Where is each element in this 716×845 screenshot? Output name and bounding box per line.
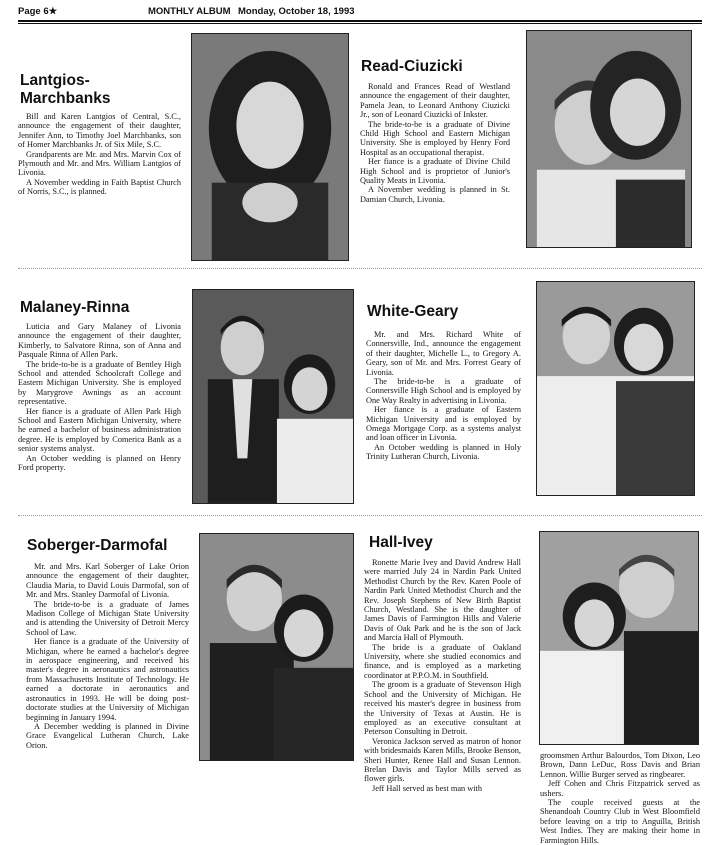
headline-malaney-rinna: Malaney-Rinna xyxy=(20,299,130,316)
paragraph: Her fiance is a graduate of Divine Child High School and is proprietor of Junior's Quality Meats in Livonia. xyxy=(360,157,510,186)
photo-white-geary xyxy=(536,281,695,496)
paragraph: A November wedding in Faith Baptist Church of Norris, S.C., is planned. xyxy=(18,177,181,197)
paragraph: The bride-to-be is a graduate of Connersville High School and is employed by One Way Realty in advertising in Livonia. xyxy=(366,377,521,405)
paragraph: The bride-to-be is a graduate of James Madison College of Michigan State University and is attending the University of Detroit Mercy School of Law. xyxy=(26,599,189,637)
issue-date: Monday, October 18, 1993 xyxy=(238,6,355,17)
portrait-couple-icon xyxy=(193,290,353,503)
page-number: Page 6★ xyxy=(18,6,58,17)
paragraph: Luticia and Gary Malaney of Livonia announce the engagement of their daughter, Kimberly, to Salvatore Rinna, son of Anna and Pasquale Rinna of Allen Park. xyxy=(18,322,181,360)
portrait-couple-icon xyxy=(537,282,694,495)
paragraph: The couple received guests at the Shenandoah Country Club in West Bloomfield before leaving on a trip to Anguilla, British West Indies. They are making their home in Farmington Hills. xyxy=(540,798,700,845)
paragraph: A November wedding is planned in St. Damian Church, Livonia. xyxy=(360,185,510,204)
paragraph: Ronald and Frances Read of Westland announce the engagement of their daughter, Pamela Jean, to Leonard Anthony Ciuzicki Jr., son of Leonard Ciuzicki of Inkster. xyxy=(360,82,510,120)
paragraph: The groom is a graduate of Stevenson High School and the University of Michigan. He received his master's degree in business from the University of Texas at Austin. He is employed as an executive consultant at Peterson Consulting in Detroit. xyxy=(364,680,521,737)
masthead xyxy=(18,6,702,20)
section-name: MONTHLY ALBUM xyxy=(148,6,231,17)
paragraph: groomsmen Arthur Balourdos, Tom Dixon, Leo Brown, Dann LeDuc, Ross Davis and Brian Lennon. Willie Burger served as ringbearer. xyxy=(540,751,700,779)
paragraph: An October wedding is planned in Holy Trinity Lutheran Church, Livonia. xyxy=(366,442,521,462)
paragraph: A December wedding is planned in Divine Grace Evangelical Lutheran Church, Lake Orion. xyxy=(26,721,189,750)
article-hall-ivey xyxy=(364,558,521,793)
paragraph: Veronica Jackson served as matron of honor with bridesmaids Karen Mills, Brooke Benson, Sheri Hunter, Renee Hall and Susan Lennon. Brelan Davis and Taylor Mills served as flower girls. xyxy=(364,736,521,784)
article-lantgios-marchbanks xyxy=(18,112,181,197)
article-read-ciuzicki xyxy=(360,82,510,204)
portrait-couple-icon xyxy=(527,31,691,247)
row-divider xyxy=(18,268,702,269)
paragraph: Jeff Hall served as best man with xyxy=(372,783,482,793)
paragraph: Grandparents are Mr. and Mrs. Marvin Cox of Plymouth and Mr. and Mrs. William Lantgios of Livonia. xyxy=(18,149,181,178)
portrait-couple-icon xyxy=(200,534,353,760)
article-white-geary xyxy=(366,330,521,462)
paragraph: Bill and Karen Lantgios of Central, S.C., announce the engagement of their daughter, Jennifer Ann, to Timothy Joel Marchbanks, son of Homer Marchbanks Jr. of Six Mile, S.C. xyxy=(18,112,181,150)
paragraph: Mr. and Mrs. Richard White of Connersville, Ind., announce the engagement of their daughter, Michelle L., to Gregory A. Geary, son of Mr. and Mrs. Forrest Geary of Livonia. xyxy=(366,330,521,377)
headline-hall-ivey: Hall-Ivey xyxy=(369,534,433,551)
paragraph: Her fiance is a graduate of Allen Park High School and Eastern Michigan University, where he earned a bachelor of business administration degree. He is employed by Comerica Bank as a senior systems analyst. xyxy=(18,406,181,454)
headline-soberger-darmofal: Soberger-Darmofal xyxy=(27,537,168,554)
row-divider xyxy=(18,515,702,516)
photo-read-ciuzicki xyxy=(526,30,692,248)
photo-hall-ivey xyxy=(539,531,699,745)
headline-lantgios-marchbanks: Lantgios- Marchbanks xyxy=(20,72,111,107)
headline-read-ciuzicki: Read-Ciuzicki xyxy=(361,58,463,75)
headline-white-geary: White-Geary xyxy=(367,303,459,320)
paragraph: Her fiance is a graduate of the University of Michigan, where he earned a bachelor's degree in aerospace engineering, and received his master's degree in aeronautics and astronautics from Massachusetts Institute of Technology. He earned a doctorate in aeronautics and astronautics in 1993. He will be doing post-doctorate studies at the University of Michigan beginning in January 1994. xyxy=(26,637,189,722)
portrait-couple-icon xyxy=(540,532,698,744)
masthead-rule-thin xyxy=(18,23,702,24)
photo-soberger-darmofal xyxy=(199,533,354,761)
article-malaney-rinna xyxy=(18,322,181,473)
portrait-woman-icon xyxy=(192,34,348,260)
paragraph: Ronette Marie Ivey and David Andrew Hall were married July 24 in Nardin Park United Methodist Church by the Rev. Karen Poole of Nardin Park United Methodist Church and the Rev. Joseph Stephens of New Birth Baptist Church, Westland. She is the daughter of James Davis of Farmington Hills and Valerie Davis of Oak Park and he is the son of Jack and Marcia Hall of Plymouth. xyxy=(364,558,521,643)
paragraph: An October wedding is planned on Henry Ford property. xyxy=(18,453,181,473)
paragraph: Mr. and Mrs. Karl Soberger of Lake Orion announce the engagement of their daughter, Claudia Maria, to David Louis Darmofal, son of Mr. and Mrs. Stanley Darmofal of Livonia. xyxy=(26,562,189,600)
paragraph: The bride is a graduate of Oakland University, where she studied economics and finance, and is employed as a marketing coordinator at P.P.O.M. in Southfield. xyxy=(364,642,521,680)
paragraph: Her fiance is a graduate of Eastern Michigan University and is employed by Omega Mortgage Corp. as a systems analyst and loan officer in Livonia. xyxy=(366,405,521,443)
photo-lantgios xyxy=(191,33,349,261)
article-soberger-darmofal xyxy=(26,562,189,750)
paragraph: Jeff Cohen and Chris Fitzpatrick served as ushers. xyxy=(540,779,700,798)
paragraph: The bride-to-be is a graduate of Bentley High School and attended Schoolcraft College and Eastern Michigan University. She is employed by Marygrove Awnings as an account representative. xyxy=(18,359,181,407)
article-hall-ivey-continued xyxy=(540,751,700,845)
photo-malaney-rinna xyxy=(192,289,354,504)
paragraph: The bride-to-be is a graduate of Divine Child High School and Eastern Michigan University. She is employed by Henry Ford Hospital as an occupational therapist. xyxy=(360,119,510,157)
masthead-rule xyxy=(18,20,702,22)
